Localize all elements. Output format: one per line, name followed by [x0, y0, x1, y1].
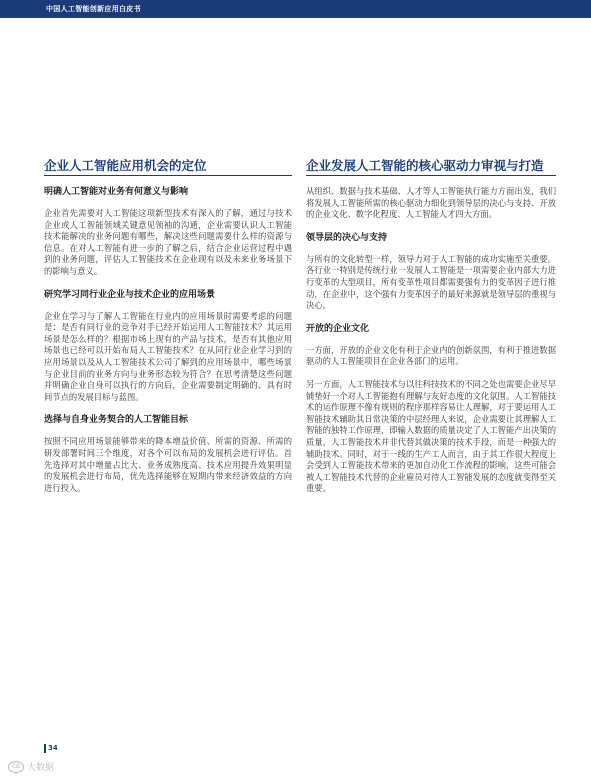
- left-paragraph-3: 按照不同应用场景能够带来的降本增益价值、所需的资源、所需的研发部署时间三个维度，对各个可以布局的发展机会进行评估。首先选择对其中增量占比大、业务成熟度高、技术应用提升效果明显的发展机会进行布局，优先选择能够在短期内带来经济效益的方向进行投入。: [44, 436, 292, 493]
- left-column: [44, 158, 292, 505]
- right-paragraph-3: 另一方面，人工智能技术与以往科技技术的不同之处也需要企业尽早铺垫好一个对人工智能抱有理解与友好态度的文化氛围。人工智能技术的运作原理不像有规则的程序那样容易让人理解，对于要运用人工智能技术辅助其日常决策的中层经理人来说，企业需要让其理解人工智能的独特工作原理，即输入数据的质量决定了人工智能产出决策的质量，人工智能技术并非代替其做决策的技术手段，而是一种强大的辅助技术。同时，对于一线的生产工人而言，由于其工作很大程度上会受到人工智能技术带来的更加自动化工作流程的影响，这些可能会被人工智能技术代替的企业雇员对待人工智能发展的态度就变得至关重要。: [306, 378, 556, 494]
- watermark-logo-icon: CB: [8, 761, 24, 773]
- right-paragraph-2: 一方面，开放的企业文化有利于企业内的创新氛围，有利于推进数据驱动的人工智能项目在企业各部门的运用。: [306, 344, 556, 367]
- right-paragraph-1: 与所有的文化转型一样，领导力对于人工智能的成功实施至关重要。各行业一特别是传统行业一发展人工智能是一项需要企业内部大力进行变革的大型项目，所有变革性项目都需要强有力的变革因子进行推动，在企业中，这个强有力变革因子的最好来源就是领导层的重视与决心。: [306, 253, 556, 311]
- left-subtitle-2: 研究学习同行业企业与技术企业的应用场景: [44, 289, 216, 300]
- watermark: [8, 760, 54, 773]
- right-column: [306, 158, 556, 506]
- left-subtitle-3: 选择与自身业务契合的人工智能目标: [44, 415, 189, 426]
- page-number: 34: [44, 744, 58, 753]
- left-paragraph-1: 企业首先需要对人工智能这项新型技术有深入的了解，通过与技术企业或人工智能领域关键意见领袖的沟通，企业需要认识人工智能技术能解决的业务问题有哪些，解决这些问题需要什么样的资源与信息。在对人工智能有进一步的了解之后，结合企业运营过程中遇到的业务问题，评估人工智能技术在企业现有以及未来业务场景下的影响与意义。: [44, 208, 292, 276]
- left-paragraph-2: 企业在学习与了解人工智能在行业内的应用场景时需要考虑的问题是：是否有同行业的竞争对手已经开始运用人工智能技术？其运用场景是怎么样的？根据市场上现有的产品与技术，是否有其他应用场景也已经可以开始布局人工智能技术？在从同行业企业学习到的应用场景以及从人工智能技术公司了解到的应用场景中，哪些场景与企业目前的业务方向与业务形态较为符合？在思考清楚这些问题并明确企业自身可以执行的方向后，企业需要制定明确的、具有时间节点的发展目标与蓝图。: [44, 310, 292, 402]
- header-title: 中国人工智能创新应用白皮书: [46, 5, 141, 13]
- right-subtitle-1: 领导层的决心与支持: [306, 232, 388, 243]
- header-bar: [0, 0, 591, 18]
- right-intro-paragraph: 从组织、数据与技术基础、人才等人工智能执行能力方面出发，我们将发展人工智能所需的核心驱动力细化到领导层的决心与支持、开放的企业文化、数字化程度、人工智能人才四大方面。: [306, 186, 556, 220]
- watermark-text: 大数据: [27, 763, 55, 773]
- left-subtitle-1: 明确人工智能对业务有何意义与影响: [44, 187, 189, 197]
- left-section-title: 企业人工智能应用机会的定位: [44, 158, 292, 176]
- right-section-title: 企业发展人工智能的核心驱动力审视与打造: [306, 158, 556, 176]
- right-subtitle-2: 开放的企业文化: [306, 323, 370, 334]
